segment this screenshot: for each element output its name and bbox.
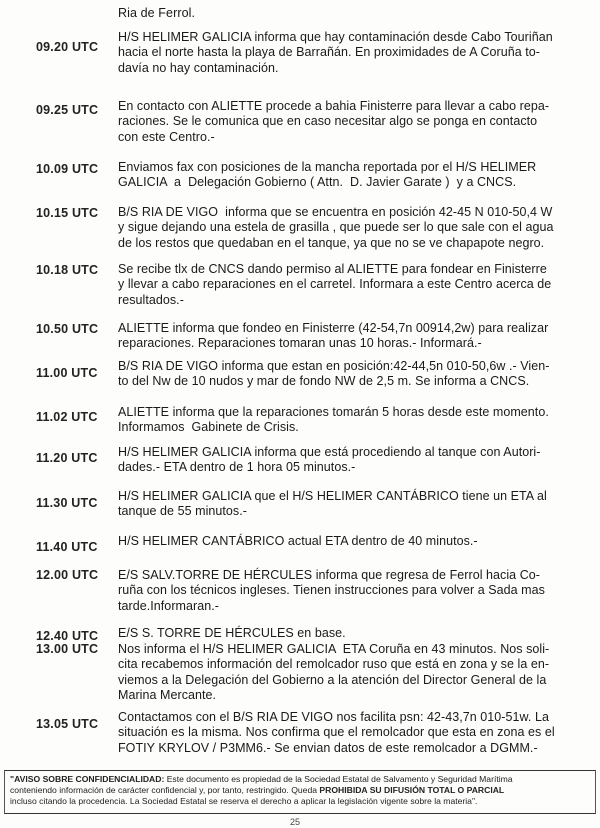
entry-text — [118, 99, 584, 145]
entry-time: 09.25 UTC — [36, 103, 99, 117]
entry-time: 09.20 UTC — [36, 40, 99, 54]
entry-text-line: FOTIY KRYLOV / P3MM6.- Se envian datos de este remolcador a DGMM.- — [118, 740, 538, 755]
entry-text-line: GALICIA a Delegación Gobierno ( Attn. D. Javier Garate ) y a CNCS. — [118, 175, 517, 190]
entry-text-line: ALIETTE informa que fondeo en Finisterre (42-54,7n 00914,2w) para realizar — [118, 321, 549, 335]
entry-text-line: y llevar a cabo reparaciones en el carretel. Informara a este Centro acerca de — [118, 277, 552, 292]
entry-text — [118, 710, 584, 756]
entry-text-line: H/S HELIMER GALICIA que el H/S HELIMER CANTÁBRICO tiene un ETA al — [118, 489, 547, 503]
entry-time: 10.50 UTC — [36, 322, 99, 336]
notice-line-3 — [10, 796, 590, 807]
entry-text-line: ruña con los técnicos ingleses. Tienen instrucciones para volver a Sada mas — [118, 583, 545, 598]
entry-text — [118, 534, 584, 549]
entry-time: 11.30 UTC — [36, 496, 98, 510]
notice-text-3: incluso citando la procedencia. La Sociedad Estatal se reserva el derecho a aplicar la legislación vigente sobre la materia". — [10, 796, 478, 807]
entry-text-line: to del Nw de 10 nudos y mar de fondo NW de 2,5 m. Se informa a CNCS. — [118, 374, 530, 389]
notice-prohibition: PROHIBIDA SU DIFUSIÓN TOTAL O PARCIAL — [319, 785, 505, 796]
entry-text-line: raciones. Se le comunica que en caso necesitar algo se ponga en contacto — [118, 114, 538, 129]
notice-text-1: Este documento es propiedad de la Sociedad Estatal de Salvamento y Seguridad Marítima — [164, 774, 513, 784]
notice-line-1 — [10, 774, 590, 785]
entry-text-line: E/S SALV.TORRE DE HÉRCULES informa que regresa de Ferrol hacia Co- — [118, 568, 540, 582]
entry-text-line: reparaciones. Reparaciones tomaran unas 10 horas.- Informará.- — [118, 336, 482, 351]
entry-text-line: resultados.- — [118, 292, 184, 307]
entry-text-line: tarde.Informaran.- — [118, 598, 219, 613]
entry-text — [118, 262, 584, 308]
entry-text-line: H/S HELIMER CANTÁBRICO actual ETA dentro de 40 minutos.- — [118, 534, 478, 548]
entry-text-line: Informamos Gabinete de Crisis. — [118, 420, 299, 435]
entry-text — [118, 642, 584, 704]
entry-text-line: Enviamos fax con posiciones de la mancha reportada por el H/S HELIMER — [118, 160, 537, 174]
entry-text-line: Contactamos con el B/S RIA DE VIGO nos facilita psn: 42-43,7n 010-51w. La — [118, 710, 549, 724]
entry-text-line: ALIETTE informa que la reparaciones tomarán 5 horas desde este momento. — [118, 405, 549, 419]
entry-text-line: B/S RIA DE VIGO informa que se encuentra en posición 42-45 N 010-50,4 W — [118, 205, 553, 219]
entry-text — [118, 445, 584, 476]
entry-text-line: con este Centro.- — [118, 129, 215, 144]
notice-text-2: conteniendo información de carácter confidencial y, por tanto, restringido. Queda — [10, 785, 320, 796]
entry-text-line: situación es la misma. Nos confirma que el remolcador que esta en zona es el — [118, 725, 555, 740]
entry-time: 12.40 UTC — [36, 629, 99, 643]
entry-time: 10.18 UTC — [36, 263, 99, 277]
entry-text-line: Se recibe tlx de CNCS dando permiso al ALIETTE para fondear en Finisterre — [118, 262, 547, 276]
page-number: 25 — [290, 817, 301, 827]
intro-line: Ria de Ferrol. — [118, 6, 196, 20]
entry-time: 11.40 UTC — [36, 540, 98, 554]
entry-text-line: H/S HELIMER GALICIA informa que está procediendo al tanque con Autori- — [118, 445, 541, 459]
entry-text — [118, 626, 584, 641]
entry-time: 11.20 UTC — [36, 451, 98, 465]
entry-text-line: H/S HELIMER GALICIA informa que hay contaminación desde Cabo Touriñan — [118, 30, 553, 44]
entry-text-line: dades.- ETA dentro de 1 hora 05 minutos.- — [118, 460, 356, 475]
entry-text — [118, 359, 584, 390]
entry-text-line: B/S RIA DE VIGO informa que estan en posición:42-44,5n 010-50,6w .- Vien- — [118, 359, 550, 373]
entry-text — [118, 568, 584, 614]
entry-time: 12.00 UTC — [36, 568, 99, 582]
entry-text — [118, 160, 584, 191]
notice-label: "AVISO SOBRE CONFIDENCIALIDAD: — [10, 774, 165, 784]
entry-text — [118, 321, 584, 352]
entry-text — [118, 405, 584, 436]
entry-text-line: cita recabemos información del remolcador ruso que está en zona y se la en- — [118, 657, 550, 672]
entry-text-line: tanque de 55 minutos.- — [118, 504, 247, 519]
entry-time: 11.02 UTC — [36, 410, 98, 424]
entry-time: 10.15 UTC — [36, 206, 99, 220]
entry-text-line: Nos informa el H/S HELIMER GALICIA ETA Coruña en 43 minutos. Nos soli- — [118, 642, 550, 656]
entry-text-line: viemos a la Delegación del Gobierno a la atención del Director General de la — [118, 672, 547, 687]
entry-time: 11.00 UTC — [36, 366, 98, 380]
entry-text-line: hacia el norte hasta la playa de Barrañán. En proximidades de A Coruña to- — [118, 45, 541, 60]
entry-text — [118, 489, 584, 520]
confidentiality-notice — [4, 770, 596, 814]
entry-text-line: En contacto con ALIETTE procede a bahia Finisterre para llevar a cabo repa- — [118, 99, 550, 113]
entry-time: 10.09 UTC — [36, 162, 99, 176]
entry-text-line: de los restos que quedaban en el tanque, ya que no se ve chapapote negro. — [118, 235, 545, 250]
notice-line-2 — [10, 785, 590, 796]
entry-text — [118, 30, 584, 76]
entry-text-line: E/S S. TORRE DE HÉRCULES en base. — [118, 626, 346, 640]
entry-text — [118, 205, 584, 251]
entry-text-line: davía no hay contaminación. — [118, 60, 279, 75]
entry-time: 13.00 UTC — [36, 642, 99, 656]
entry-text-line: Marina Mercante. — [118, 688, 217, 703]
entry-time: 13.05 UTC — [36, 717, 99, 731]
entry-text-line: y sigue dejando una estela de grasilla , que puede ser lo que sale con el agua — [118, 220, 554, 235]
